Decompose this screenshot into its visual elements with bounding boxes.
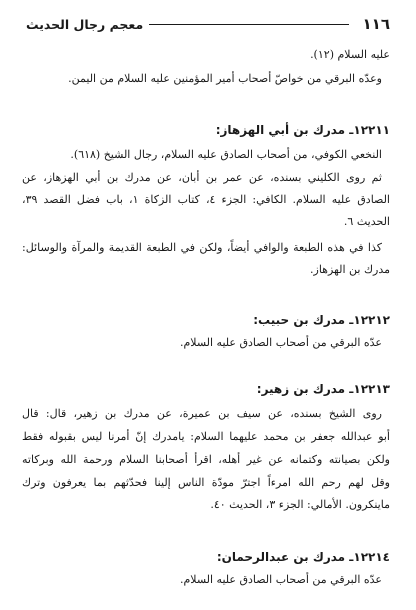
- entry-heading: ١٢٢١١ـ مدرك بن أبي الهزهاز:: [215, 123, 390, 137]
- text-line: عدّه البرقي من أصحاب الصادق عليه السلام.: [179, 573, 382, 586]
- text-line: ثم روى الكليني بسنده، عن عمر بن أبان، عن مدرك بن أبي الهزهاز، عن: [22, 171, 382, 184]
- text-line: كذا في هذه الطبعة والوافي أيضاً، ولكن في الطبعة القديمة والمرآة والوسائل:: [22, 241, 382, 254]
- text-line: مدرك بن الهزهاز.: [310, 263, 390, 276]
- entry-heading: ١٢٢١٤ـ مدرك بن عبدالرحمان:: [216, 550, 390, 564]
- text-line: ولكن بصيانته وكتمانه عن غير أهله، اقرأ أصحابنا السلام ورحمة الله وبركاته: [22, 453, 390, 466]
- page-header: [26, 13, 390, 35]
- header-rule: [149, 24, 348, 25]
- text-line: ماينكرون. الأمالي: الجزء ٣، الحديث ٤٠.: [210, 498, 390, 511]
- text-line: النخعي الكوفي، من أصحاب الصادق عليه السلام، رجال الشيخ (٦١٨).: [70, 148, 382, 161]
- text-line: وعدّه البرقي من خواصّ أصحاب أمير المؤمنين عليه السلام من اليمن.: [68, 72, 382, 85]
- text-line: عدّه البرقي من أصحاب الصادق عليه السلام.: [179, 336, 382, 349]
- text-line: وقل لهم رحم الله امرءاً اجترّ مودّة الناس إلينا فحدّثهم بما يعرفون وترك: [22, 476, 390, 489]
- entry-heading: ١٢٢١٣ـ مدرك بن زهير:: [256, 382, 390, 396]
- text-line: الحديث ٦.: [343, 215, 390, 228]
- text-line: روى الشيخ بسنده، عن سيف بن عميرة، عن مدرك بن زهير، قال: قال: [22, 407, 382, 420]
- entry-heading: ١٢٢١٢ـ مدرك بن حبيب:: [253, 313, 390, 327]
- page-number: ١١٦: [362, 15, 390, 33]
- text-line: الصادق عليه السلام. الكافي: الجزء ٤، كتاب الزكاة ١، باب فضل القصد ٣٩،: [22, 193, 390, 206]
- text-line: عليه السلام (١٢).: [310, 48, 390, 61]
- text-line: أبو عبدالله جعفر بن محمد عليهما السلام: يامدرك إنّ أمرنا ليس بقبوله فقط: [22, 430, 390, 443]
- running-title: معجم رجال الحديث: [26, 16, 144, 32]
